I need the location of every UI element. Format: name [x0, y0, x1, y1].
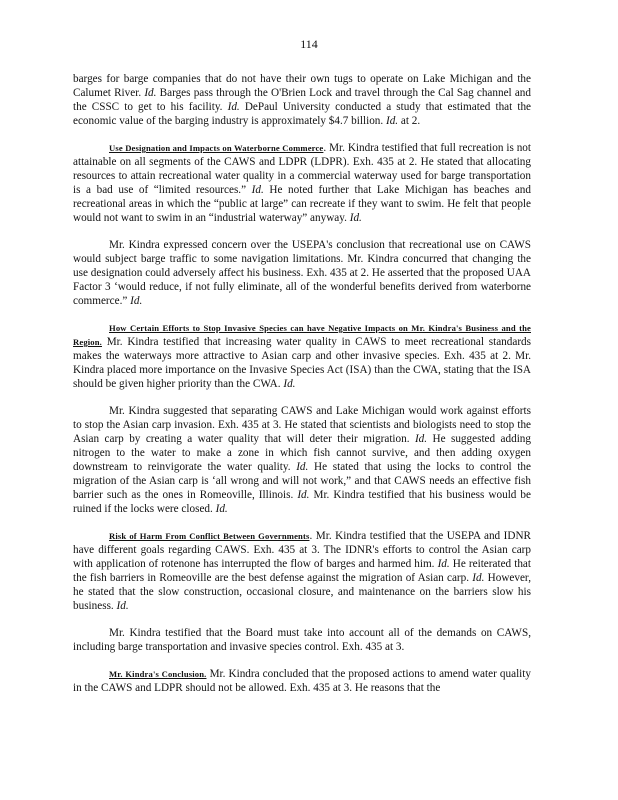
citation-id: Id. [472, 572, 485, 584]
paragraph-text: Mr. Kindra testified that his business would be ruined if the locks were closed. [73, 489, 531, 515]
paragraph [73, 238, 531, 308]
page-number: 114 [300, 37, 318, 51]
paragraph [73, 529, 531, 613]
paragraph-text: Mr. Kindra expressed concern over the USEPA's conclusion that recreational use on CAWS would subject barge traffic to some navigation limitations. Mr. Kindra concurred that changing the use designation could adversely affect his business. Exh. 435 at 2. He asserted that the proposed UAA Factor 3 ‘would reduce, if not fully eliminate, all of the wonderful benefits derived from waterborne commerce.” [73, 239, 531, 307]
citation-id: Id. [437, 558, 450, 570]
citation-id: Id. [349, 212, 362, 224]
section-heading: How Certain Efforts to Stop Invasive Species can have Negative Impacts on Mr. Kindra's Business and the Region. [73, 323, 531, 347]
paragraph-text: . Mr. Kindra testified that full recreation is not attainable on all segments of the CAWS and LDPR (LDPR). Exh. 435 at 2. He stated that allocating resources to attain recreational water quality in a commercial waterway used for barge transportation is a bad use of “limited resources.” [73, 142, 531, 196]
paragraph [73, 667, 531, 695]
paragraph-text: Mr. Kindra testified that the Board must take into account all of the demands on CAWS, including barge transportation and invasive species control. Exh. 435 at 3. [73, 627, 531, 653]
paragraph-text: Mr. Kindra concluded that the proposed actions to amend water quality in the CAWS and LDPR should not be allowed. Exh. 435 at 3. He reasons that the [73, 668, 531, 694]
document-body [73, 72, 531, 708]
paragraph-text: . Mr. Kindra testified that the USEPA and IDNR have different goals regarding CAWS. Exh. 435 at 3. The IDNR's efforts to control the Asian carp with application of rotenone has interrupted the flow of barges and harmed him. [73, 530, 531, 570]
paragraph [73, 141, 531, 225]
paragraph-text: Mr. Kindra testified that increasing water quality in CAWS to meet recreational standards makes the waterways more attractive to Asian carp and other invasive species. Exh. 435 at 2. Mr. Kindra placed more importance on the Invasive Species Act (ISA) than the CWA, stating that the ISA should be given higher priority than the CWA. [73, 336, 531, 390]
citation-id: Id. [251, 184, 264, 196]
paragraph-text: Mr. Kindra suggested that separating CAWS and Lake Michigan would work against efforts to stop the Asian carp invasion. Exh. 435 at 3. He stated that scientists and biologists need to stop the Asian carp by creating a water quality that will deter their migration. [73, 405, 531, 445]
paragraph [73, 626, 531, 654]
section-heading: Use Designation and Impacts on Waterborne Commerce [109, 143, 324, 153]
citation-id: Id. [215, 503, 228, 515]
citation-id: Id. [297, 489, 310, 501]
citation-id: Id. [414, 433, 428, 445]
paragraph-text: He suggested adding nitrogen to the water to make a zone in which fish cannot survive, and then adding oxygen downstream to reinvigorate the water quality. [73, 433, 531, 473]
section-heading: Mr. Kindra's Conclusion. [109, 669, 207, 679]
paragraph-text: However, he stated that the slow construction, occasional closure, and maintenance on the barriers slow his business. [73, 572, 531, 612]
citation-id: Id. [385, 115, 399, 127]
paragraph-text: He noted further that Lake Michigan has beaches and recreational areas in which the “public at large” can recreate if they want to swim. He felt that people would not want to swim in an “industrial waterway” anyway. [73, 184, 531, 224]
paragraph-text: Barges pass through the O'Brien Lock and travel through the Cal Sag channel and the CSSC to get to his facility. [73, 87, 531, 113]
paragraph-text: He reiterated that the fish barriers in Romeoville are the best defense against the migration of Asian carp. [73, 558, 531, 584]
paragraph-text: at 2. [398, 115, 421, 127]
section-heading: Risk of Harm From Conflict Between Governments [109, 531, 310, 541]
paragraph [73, 72, 531, 128]
paragraph-text: He stated that using the locks to control the migration of the Asian carp is ‘all wrong and will not work,” and that CAWS needs an effective fish barrier such as the ones in Romeoville, Illinois. [73, 461, 531, 501]
citation-id: Id. [144, 87, 157, 99]
paragraph [73, 321, 531, 391]
paragraph [73, 404, 531, 516]
citation-id: Id. [283, 378, 296, 390]
citation-id: Id. [227, 101, 240, 113]
paragraph-text: barges for barge companies that do not have their own tugs to operate on Lake Michigan and the Calumet River. [73, 73, 531, 99]
citation-id: Id. [130, 295, 143, 307]
citation-id: Id. [116, 600, 129, 612]
citation-id: Id. [296, 461, 309, 473]
paragraph-text: DePaul University conducted a study that estimated that the economic value of the barging industry is approximately $4.7 billion. [73, 101, 532, 127]
